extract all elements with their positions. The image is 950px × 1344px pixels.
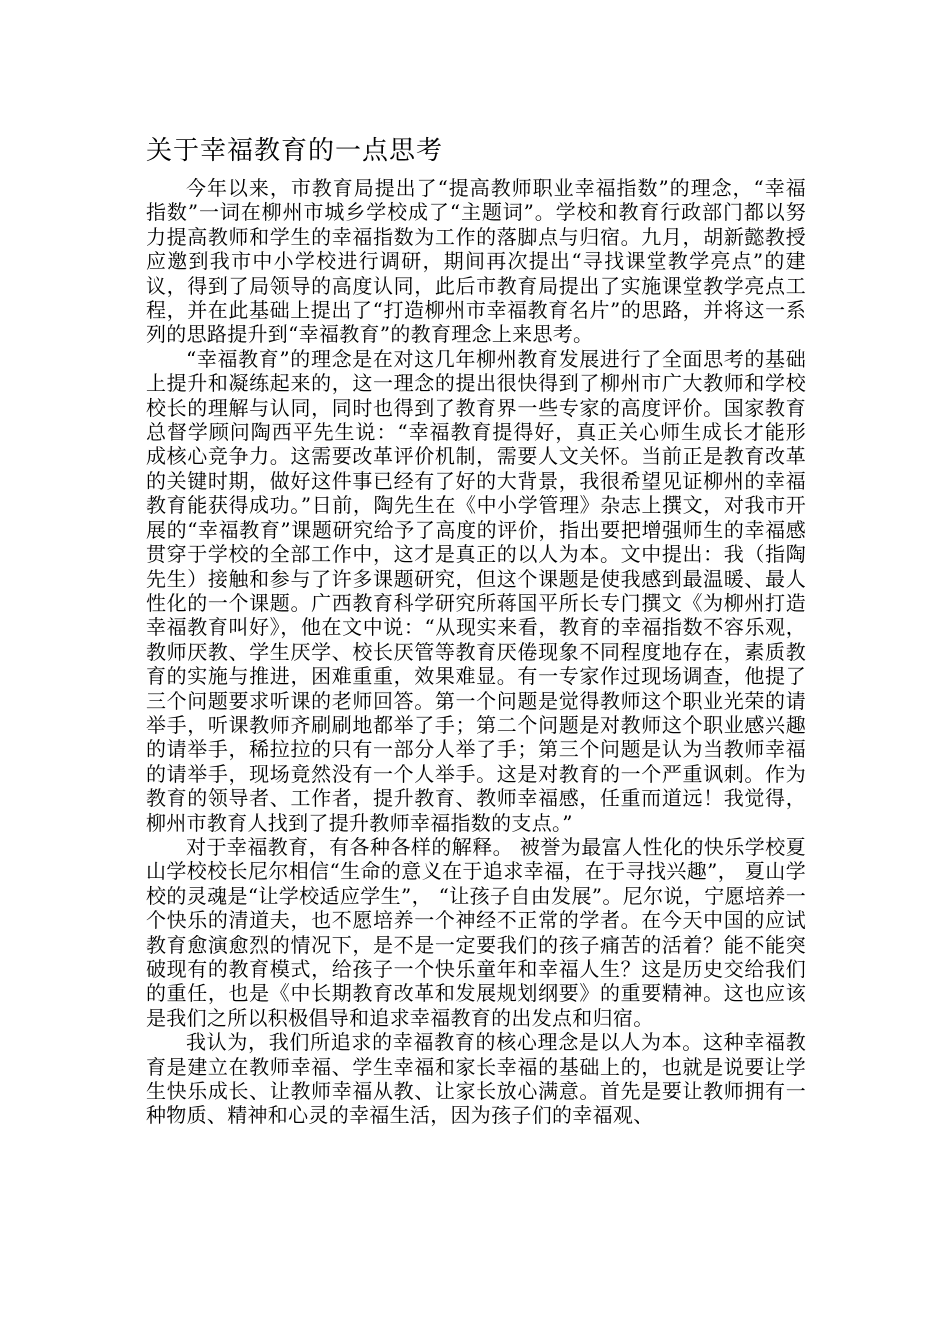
document-page	[146, 132, 806, 1128]
paragraph-1: 今年以来，市教育局提出了“提高教师职业幸福指数”的理念，“幸福指数”一词在柳州市城乡学校成了“主题词”。学校和教育行政部门都以努力提高教师和学生的幸福指数为工作的落脚点与归宿。九月，胡新懿教授应邀到我市中小学校进行调研，期间再次提出“寻找课堂教学亮点”的建议，得到了局领导的高度认同，此后市教育局提出了实施课堂教学亮点工程，并在此基础上提出了“打造柳州市幸福教育名片”的思路，并将这一系列的思路提升到“幸福教育”的教育理念上来思考。	[146, 176, 806, 347]
paragraph-3: 对于幸福教育，有各种各样的解释。 被誉为最富人性化的快乐学校夏山学校校长尼尔相信“生命的意义在于追求幸福，在于寻找兴趣”， 夏山学校的灵魂是“让学校适应学生”， “让孩子自由发展”。尼尔说，宁愿培养一个快乐的清道夫，也不愿培养一个神经不正常的学者。在今天中国的应试教育愈演愈烈的情况下，是不是一定要我们的孩子痛苦的活着？能不能突破现有的教育模式，给孩子一个快乐童年和幸福人生？这是历史交给我们的重任，也是《中长期教育改革和发展规划纲要》的重要精神。这也应该是我们之所以积极倡导和追求幸福教育的出发点和归宿。	[146, 834, 806, 1030]
paragraph-2: “幸福教育”的理念是在对这几年柳州教育发展进行了全面思考的基础上提升和凝练起来的，这一理念的提出很快得到了柳州市广大教师和学校校长的理解与认同，同时也得到了教育界一些专家的高度评价。国家教育总督学顾问陶西平先生说：“幸福教育提得好，真正关心师生成长才能形成核心竞争力。这需要改革评价机制，需要人文关怀。当前正是教育改革的关键时期，做好这件事已经有了好的大背景，我很希望见证柳州的幸福教育能获得成功。”日前，陶先生在《中小学管理》杂志上撰文，对我市开展的“幸福教育”课题研究给予了高度的评价，指出要把增强师生的幸福感贯穿于学校的全部工作中，这才是真正的以人为本。文中提出：我（指陶先生）接触和参与了许多课题研究，但这个课题是使我感到最温暖、最人性化的一个课题。广西教育科学研究所蒋国平所长专门撰文《为柳州打造幸福教育叫好》，他在文中说：“从现实来看，教育的幸福指数不容乐观，教师厌教、学生厌学、校长厌管等教育厌倦现象不同程度地存在，素质教育的实施与推进，困难重重，效果难显。有一专家作过现场调查，他提了三个问题要求听课的老师回答。第一个问题是觉得教师这个职业光荣的请举手，听课教师齐刷刷地都举了手；第二个问题是对教师这个职业感兴趣的请举手，稀拉拉的只有一部分人举了手；第三个问题是认为当教师幸福的请举手，现场竟然没有一个人举手。这是对教育的一个严重讽刺。作为教育的领导者、工作者，提升教育、教师幸福感，任重而道远！我觉得，柳州市教育人找到了提升教师幸福指数的支点。”	[146, 346, 806, 835]
document-title: 关于幸福教育的一点思考	[146, 136, 444, 166]
paragraph-4: 我认为，我们所追求的幸福教育的核心理念是以人为本。这种幸福教育是建立在教师幸福、学生幸福和家长幸福的基础上的，也就是说要让学生快乐成长、让教师幸福从教、让家长放心满意。首先是要让教师拥有一种物质、精神和心灵的幸福生活，因为孩子们的幸福观、	[146, 1030, 806, 1128]
